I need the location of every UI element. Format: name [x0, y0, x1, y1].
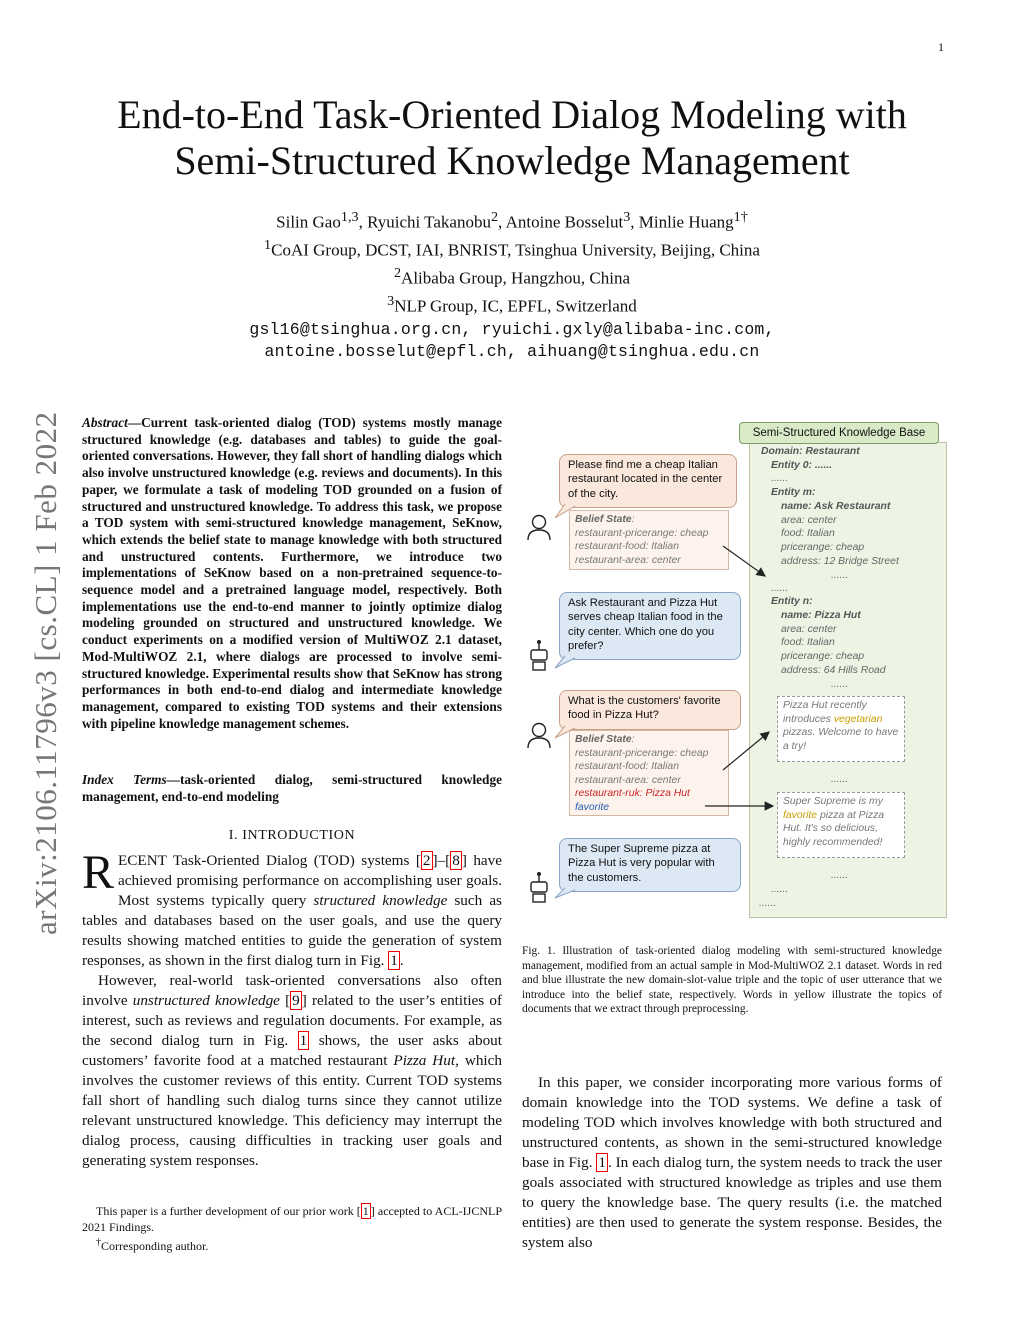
- kb-entity-n: Entity n:: [771, 596, 813, 607]
- p2-b: [: [279, 992, 291, 1009]
- belief-colon-2: :: [631, 734, 635, 745]
- author-4-sup: 1†: [733, 209, 748, 225]
- bs1-price: restaurant-pricerange: cheap: [575, 527, 709, 539]
- kb-dots-3: ......: [771, 583, 789, 594]
- bs1-area: restaurant-area: center: [575, 554, 681, 566]
- aff1-sup: 1: [264, 237, 272, 254]
- aff3-text: NLP Group, IC, EPFL, Switzerland: [394, 297, 637, 317]
- drop-cap: R: [82, 846, 115, 899]
- kb-domain: Domain: Restaurant: [761, 446, 860, 457]
- arxiv-stamp: arXiv:2106.11796v3 [cs.CL] 1 Feb 2022: [28, 411, 63, 935]
- kb-m-address: address: 12 Bridge Street: [781, 556, 899, 567]
- citation-1[interactable]: 1: [362, 1204, 369, 1218]
- p1-e: .: [399, 952, 404, 969]
- figure-caption: Fig. 1. Illustration of task-oriented dialog modeling with semi-structured knowledge management, modified from an actual sample in Mod-MultiWOZ 2.1 dataset. Words in red and blue illustrate the new domain-slot-value triple and the topic of user utterance that we introduce into the belief state, respectively. Words in yellow illustrate the topics of documents that we extract through preprocessing.: [522, 945, 942, 1016]
- kb-entity-m: Entity m:: [771, 487, 816, 498]
- p2-emphasis-2: Pizza Hut: [393, 1052, 456, 1069]
- system-response-1: Ask Restaurant and Pizza Hut serves cheap Italian food in the city center. Which one do you prefer?: [559, 592, 741, 660]
- corresponding-author: [82, 1235, 502, 1255]
- robot-icon-2: [531, 872, 547, 902]
- user-utterance-1: Please find me a cheap Italian restaurant located in the center of the city.: [559, 454, 737, 508]
- figure-1: [525, 420, 945, 920]
- page-number: 1: [938, 40, 944, 54]
- footnote: [82, 1204, 502, 1255]
- figure-ref-2[interactable]: 1: [299, 1032, 308, 1049]
- p1-c: ] have achieved promising performance on accomplishing user goals. Most systems typically query: [118, 852, 503, 909]
- intro-column: [82, 846, 503, 1171]
- p1-b: ]–[: [432, 852, 451, 869]
- bs2-ruk: restaurant-ruk: Pizza Hut: [575, 788, 690, 800]
- kb-n-name: name: Pizza Hut: [781, 610, 861, 621]
- p1-a: ECENT Task-Oriented Dialog (TOD) systems [: [118, 852, 421, 869]
- section-heading: I. INTRODUCTION: [228, 828, 356, 843]
- kb-m-name: name: Ask Restaurant: [781, 501, 891, 512]
- bs2-price: restaurant-pricerange: cheap: [575, 747, 709, 759]
- user-icon-2: [528, 724, 550, 749]
- kb-dots-7: ......: [771, 884, 789, 895]
- abstract-text: —Current task-oriented dialog (TOD) systems mostly manage structured knowledge (e.g. databases and tables) to guide the goal-oriented conversations. However, they fall short of handling dialogs which also involve unstructured knowledge (e.g. reviews and documents). In this paper, we formulate a task of modeling TOD grounded on a fusion of structured and unstructured knowledge. To address this task, we propose a TOD system with semi-structured knowledge management, SeKnow, which extends the belief state to manage knowledge with both structured and unstructured contents. Furthermore, we introduce two implementations of SeKnow based on a non-pretrained sequence-to-sequence model and a pretrained language model, respectively. Both implementations use the end-to-end manner to jointly optimize dialog modeling grounded on structured and unstructured knowledge. We conduct experiments on a modified version of MultiWOZ 2.1 dataset, Mod-MultiWOZ 2.1, where dialogs are processed to involve semi-structured knowledge. Experimental results show that SeKnow has strong performances in both end-to-end dialog and intermediate knowledge management, compared to existing TOD systems and their extensions with pipeline knowledge management schemes.: [82, 415, 502, 731]
- sys-bubble-tail-1: [555, 656, 575, 668]
- kb-n-food: food: Italian: [781, 637, 835, 648]
- intro-paragraph-2: [82, 971, 502, 1171]
- author-1-sup: 1,3: [340, 209, 359, 225]
- p2-c: ] related to the user’s entities of interest, such as reviews and regulation documents. For example, as the second dialog turn in Fig.: [82, 992, 503, 1049]
- rp-a: In this paper, we consider incorporating more various forms of domain knowledge into the TOD systems. We define a task of modeling TOD which involves knowledge with both structured and unstructured contents, as shown in the semi-structured knowledge base in Fig.: [522, 1074, 942, 1171]
- p1-emphasis: structured knowledge: [313, 892, 448, 909]
- abstract: [82, 415, 502, 732]
- fn-b: ] accepted to ACL-IJCNLP 2021 Findings.: [82, 1204, 503, 1234]
- figure-ref-1[interactable]: 1: [390, 952, 398, 969]
- p1-d: such as tables and databases based on the user goals, and use the query results showing matched entities to guide the generation of system responses, as shown in the first dialog turn in Fig.: [82, 892, 502, 969]
- doc2-topic: favorite: [783, 809, 818, 821]
- author-names: [60, 206, 964, 234]
- belief-title-1: Belief State: [575, 514, 632, 525]
- kb-dots-2: ......: [831, 570, 849, 581]
- kb-entity-0: Entity 0: ......: [771, 460, 833, 471]
- email-line-2: antoine.bosselut@epfl.ch, aihuang@tsinghua.edu.cn: [264, 342, 760, 362]
- kb-n-price: pricerange: cheap: [781, 651, 865, 662]
- kb-n-area: area: center: [781, 624, 837, 635]
- aff2-text: Alibaba Group, Hangzhou, China: [401, 268, 631, 288]
- bs1-food: restaurant-food: Italian: [575, 541, 679, 553]
- bs2-area: restaurant-area: center: [575, 774, 681, 786]
- email-line-1: gsl16@tsinghua.org.cn, ryuichi.gxly@alibaba-inc.com,: [249, 319, 775, 339]
- p2-emphasis: unstructured knowledge: [132, 992, 280, 1009]
- affiliation-3: [60, 290, 964, 318]
- user-utterance-2: What is the customers' favorite food in Pizza Hut?: [559, 690, 741, 730]
- figure-graphics: [525, 420, 945, 920]
- kb-title: Semi-Structured Knowledge Base: [739, 422, 939, 444]
- belief-title-2: Belief State: [575, 734, 632, 745]
- footnote-text: [82, 1204, 502, 1235]
- citation-8[interactable]: 8: [452, 852, 460, 869]
- index-terms-text: —task-oriented dialog, semi-structured knowledge management, end-to-end modeling: [82, 772, 502, 804]
- intro-paragraph-1: [82, 846, 503, 971]
- index-terms-label: Index Terms: [82, 772, 167, 787]
- kb-m-food: food: Italian: [781, 528, 835, 539]
- doc1-topic: vegetarian: [833, 713, 883, 725]
- kb-m-price: pricerange: cheap: [781, 542, 865, 553]
- kb-dots-6: ......: [831, 870, 849, 881]
- kb-dots-1: ......: [771, 473, 789, 484]
- doc2-a: Super Supreme is my: [783, 796, 883, 807]
- system-response-2: The Super Supreme pizza at Pizza Hut is very popular with the customers.: [559, 838, 741, 892]
- user-bubble-tail-1: [555, 504, 575, 518]
- kb-dots-4: ......: [831, 679, 849, 690]
- author-2: , Ryuichi Takanobu: [358, 212, 491, 232]
- sys-bubble-tail-2: [555, 888, 575, 898]
- kb-n-address: address: 64 Hills Road: [781, 665, 886, 676]
- dagger: †: [96, 1237, 101, 1248]
- author-3-sup: 3: [623, 209, 631, 225]
- arrow-query-entity-n: [723, 732, 769, 770]
- affiliation-1: [60, 234, 964, 262]
- belief-colon-1: :: [631, 514, 635, 525]
- arrow-query-entity-m: [723, 546, 765, 576]
- fn-a: This paper is a further development of our prior work [: [96, 1204, 361, 1218]
- author-3: , Antoine Bosselut: [498, 212, 624, 232]
- right-paragraph: [522, 1073, 942, 1253]
- title-line-2: Semi-Structured Knowledge Management: [174, 138, 850, 183]
- bs2-topic: favorite: [575, 801, 610, 813]
- paper-title: [60, 92, 964, 184]
- kb-m-area: area: center: [781, 515, 837, 526]
- kb-dots-5: ......: [831, 774, 849, 785]
- corr-text: Corresponding author.: [101, 1239, 209, 1253]
- aff3-sup: 3: [387, 293, 395, 310]
- p2-d: shows, the user asks about customers’ favorite food at a matched restaurant: [82, 1032, 502, 1069]
- doc1-b: pizzas. Welcome to have a try!: [783, 727, 899, 752]
- author-block: [60, 206, 964, 364]
- citation-9[interactable]: 9: [292, 992, 300, 1009]
- aff1-text: CoAI Group, DCST, IAI, BNRIST, Tsinghua University, Beijing, China: [271, 240, 760, 260]
- author-1: Silin Gao: [276, 212, 341, 232]
- doc2-b: pizza at Pizza Hut. It's so delicious, highly recommended!: [783, 809, 885, 848]
- right-column: [522, 1073, 942, 1253]
- user-icon-1: [528, 516, 550, 541]
- figure-ref-3[interactable]: 1: [598, 1154, 606, 1171]
- index-terms: [82, 772, 502, 805]
- p2-a: However, real-world task-oriented conversations also often involve: [82, 972, 502, 1009]
- aff2-sup: 2: [393, 265, 402, 282]
- p2-e: , which involves the customer reviews of this entity. Current TOD systems fall short of handling such dialog turns since they cannot utilize relevant unstructured knowledge. This deficiency may interrupt the dialog process, causing difficulties in tracking user goals and generating system responses.: [82, 1052, 502, 1169]
- doc1-a: Pizza Hut recently introduces: [783, 700, 867, 725]
- citation-2[interactable]: 2: [422, 852, 431, 869]
- bs2-food: restaurant-food: Italian: [575, 761, 679, 773]
- user-bubble-tail-2: [555, 726, 575, 738]
- title-line-1: End-to-End Task-Oriented Dialog Modeling with: [117, 92, 907, 137]
- affiliation-2: [60, 262, 964, 290]
- rp-b: . In each dialog turn, the system needs to track the user goals associated with structured knowledge as triples and use them to query the knowledge base. The query results (i.e. the matched entities) are then used to generate the system response. Besides, the system also: [522, 1154, 942, 1251]
- author-4: , Minlie Huang: [630, 212, 734, 232]
- robot-icon-1: [531, 640, 547, 670]
- kb-dots-8: ......: [759, 898, 777, 909]
- author-2-sup: 2: [490, 209, 499, 225]
- abstract-label: Abstract: [82, 415, 128, 430]
